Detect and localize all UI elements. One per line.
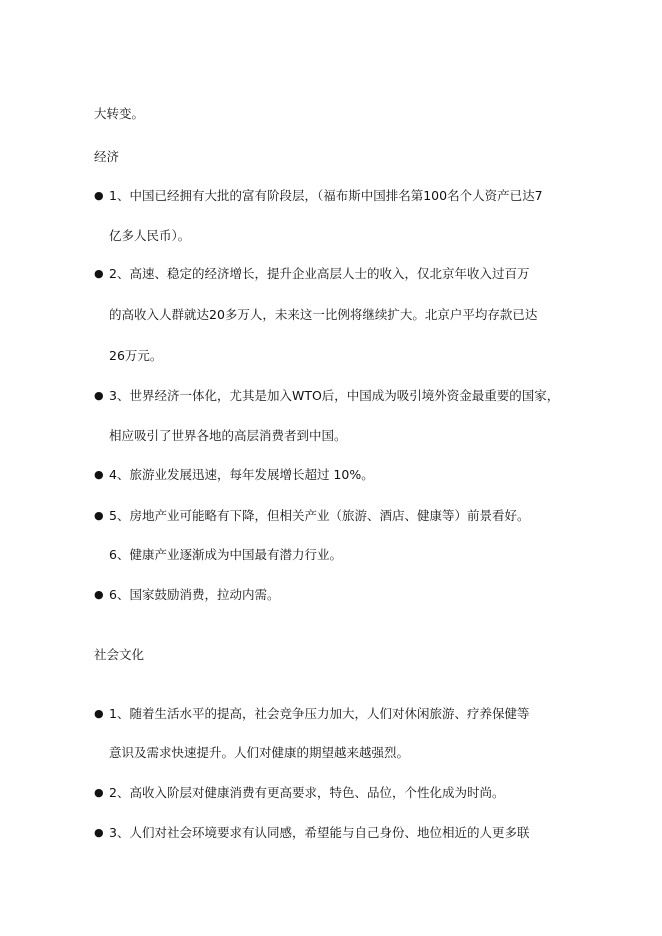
list-item-line: 相应吸引了世界各地的高层消费者到中国。 xyxy=(109,428,347,443)
list-item-line: 3、人们对社会环境要求有认同感，希望能与自己身份、地位相近的人更多联 xyxy=(109,825,530,840)
bullet-icon: ● xyxy=(94,267,104,280)
list-item-line: 1、随着生活水平的提高，社会竞争压力加大，人们对休闲旅游、疗养保健等 xyxy=(109,706,530,721)
bullet-icon: ● xyxy=(94,509,104,522)
bullet-icon: ● xyxy=(94,389,104,402)
bullet-icon: ● xyxy=(94,588,104,601)
intro-text: 大转变。 xyxy=(94,106,145,121)
list-item-line: 3、世界经济一体化，尤其是加入WTO后，中国成为吸引境外资金最重要的国家， xyxy=(109,388,560,403)
bullet-icon: ● xyxy=(94,468,104,481)
list-item-line: 1、中国已经拥有大批的富有阶段层，（福布斯中国排名第100名个人资产已达7 xyxy=(109,188,543,203)
bullet-icon: ● xyxy=(94,826,104,839)
list-item-line: 6、国家鼓励消费，拉动内需。 xyxy=(109,587,280,602)
bullet-icon: ● xyxy=(94,707,104,720)
bullet-icon: ● xyxy=(94,189,104,202)
list-item-line: 4、旅游业发展迅速，每年发展增长超过 10%。 xyxy=(109,467,374,482)
bullet-icon: ● xyxy=(94,786,104,799)
list-item-line: 意识及需求快速提升。人们对健康的期望越来越强烈。 xyxy=(109,745,410,760)
section-heading-economy: 经济 xyxy=(94,149,120,164)
list-item-line: 26万元。 xyxy=(109,348,163,363)
list-item-line: 的高收入人群就达20多万人，未来这一比例将继续扩大。北京户平均存款已达 xyxy=(109,307,538,322)
list-item-line: 6、健康产业逐渐成为中国最有潜力行业。 xyxy=(109,547,342,562)
list-item-line: 亿多人民币）。 xyxy=(109,228,191,243)
list-item-line: 5、房地产业可能略有下降，但相关产业（旅游、酒店、健康等）前景看好。 xyxy=(109,508,530,523)
section-heading-social-culture: 社会文化 xyxy=(94,647,145,662)
list-item-line: 2、高速、稳定的经济增长，提升企业高层人士的收入，仅北京年收入过百万 xyxy=(109,266,530,281)
list-item-line: 2、高收入阶层对健康消费有更高要求，特色、品位，个性化成为时尚。 xyxy=(109,785,505,800)
